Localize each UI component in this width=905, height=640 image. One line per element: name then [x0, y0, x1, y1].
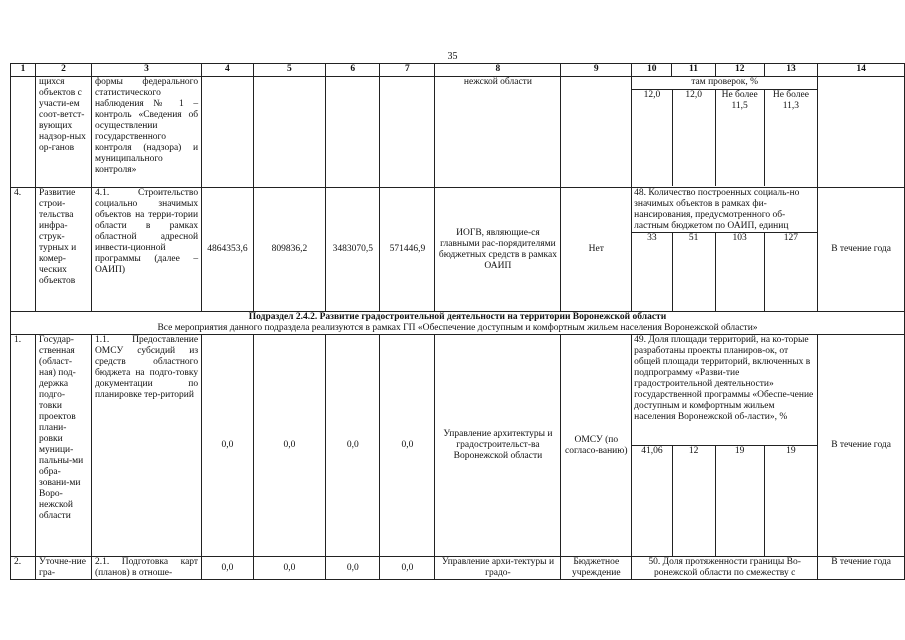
indicator-table	[632, 77, 817, 186]
funding-regional	[326, 77, 380, 188]
indicator-value: 127	[764, 233, 817, 312]
page-number: 35	[447, 51, 458, 62]
col-header: 8	[435, 64, 561, 77]
indicator-title: 50. Доля протяженности границы Во-ронежской области по смежеству с	[632, 557, 818, 580]
indicator-value: 19	[764, 446, 817, 557]
participant: ОМСУ (по согласо-ванию)	[561, 335, 632, 557]
funding-regional: 0,0	[326, 557, 380, 580]
col-header: 12	[715, 64, 764, 77]
indicator-title: там проверок, %	[691, 77, 759, 87]
table-row	[11, 188, 905, 312]
responsible-org: ИОГВ, являющие-ся главными рас-порядителями бюджетных средств в рамках ОАИП	[435, 188, 561, 312]
col-header: 2	[36, 64, 92, 77]
table-row	[11, 77, 905, 188]
indicator-value: 12,0	[632, 90, 672, 187]
indicator-value: Не более 11,5	[715, 90, 764, 187]
deadline: В течение года	[818, 557, 905, 580]
col-header: 9	[561, 64, 632, 77]
indicator-table	[632, 335, 817, 556]
funding-local: 0,0	[380, 557, 435, 580]
funding-local: 571446,9	[380, 188, 435, 312]
participant	[561, 77, 632, 188]
indicator-table	[632, 188, 817, 311]
col-header: 6	[326, 64, 380, 77]
indicator-value: 12,0	[672, 90, 715, 187]
col-header: 14	[818, 64, 905, 77]
funding-total: 0,0	[202, 335, 254, 557]
indicator-value: 19	[715, 446, 764, 557]
indicator-value: 12	[672, 446, 715, 557]
participant: Нет	[561, 188, 632, 312]
indicator-title: 49. Доля площади территорий, на ко-торые разработаны проекты планиров-ок, от общей площади территорий, включенных в подпрограмму «Разви-тие градостроительной деятельности» государственной программы «Обеспе-чение доступным и комфортным жильем населения Воронежской об-ласти», %	[634, 335, 814, 422]
indicator-value: 41,06	[632, 446, 672, 557]
funding-federal: 0,0	[253, 557, 325, 580]
deadline: В течение года	[818, 335, 905, 557]
funding-regional: 0,0	[326, 335, 380, 557]
task-name: Государ-ственная (област-ная) под-держка подго-товки проектов плани-ровки муници-пальны-ми обра-зовани-ми Воро-нежской области	[36, 335, 92, 557]
indicator-value: 33	[632, 233, 672, 312]
subsection-row	[11, 312, 905, 335]
indicator-value: Не более 11,3	[764, 90, 817, 187]
funding-total: 0,0	[202, 557, 254, 580]
participant: Бюджетное учреждение	[561, 557, 632, 580]
activity-text: 4.1. Строительство социально значимых объектов на терри-тории области в рамках областной адресной инвести-ционной программы (далее – ОАИП)	[91, 188, 201, 312]
col-header: 7	[380, 64, 435, 77]
indicator-value: 103	[715, 233, 764, 312]
funding-local	[380, 77, 435, 188]
funding-federal: 0,0	[253, 335, 325, 557]
responsible-org: Управление архитектуры и градостроительст-ва Воронежской области	[435, 335, 561, 557]
activity-text: 2.1. Подготовка карт (планов) в отноше-	[91, 557, 201, 580]
col-header: 5	[253, 64, 325, 77]
responsible-org: нежской области	[435, 77, 561, 188]
row-number: 2.	[11, 557, 36, 580]
indicator-title: 48. Количество построенных социаль-но значимых объектов в рамках фи-нансирования, предусмотренного об-ластным бюджетом по ОАИП, единиц	[634, 188, 800, 231]
activity-text: формы федерального статистического наблюдения № 1 – контроль «Сведения об осуществлении государственного контроля (надзора) и муниципального контроля»	[91, 77, 201, 188]
indicator-value: 51	[672, 233, 715, 312]
indicator-cell	[632, 335, 818, 557]
col-header: 13	[764, 64, 817, 77]
subsection-title: Подраздел 2.4.2. Развитие градостроительной деятельности на территории Воронежской области	[248, 312, 667, 322]
subsection-note: Все мероприятия данного подраздела реализуются в рамках ГП «Обеспечение доступным и комфортным жильем населения Воронежской области»	[157, 323, 758, 333]
col-header: 1	[11, 64, 36, 77]
indicator-cell	[632, 188, 818, 312]
table-row	[11, 557, 905, 580]
table-row	[11, 335, 905, 557]
responsible-org: Управление архи-тектуры и градо-	[435, 557, 561, 580]
funding-total	[202, 77, 254, 188]
funding-regional: 3483070,5	[326, 188, 380, 312]
funding-total: 4864353,6	[202, 188, 254, 312]
deadline: В течение года	[818, 188, 905, 312]
col-header: 10	[632, 64, 672, 77]
funding-local: 0,0	[380, 335, 435, 557]
activity-text: 1.1. Предоставление ОМСУ субсидий из средств областного бюджета на подго-товку документации по планировке тер-риторий	[91, 335, 201, 557]
column-header-row	[11, 64, 905, 77]
row-number: 1.	[11, 335, 36, 557]
task-name: щихся объектов с участи-ем соот-ветст-вующих надзор-ных ор-ганов	[36, 77, 92, 188]
task-name: Уточне-ние гра-	[36, 557, 92, 580]
funding-federal: 809836,2	[253, 188, 325, 312]
indicator-cell	[632, 77, 818, 188]
deadline	[818, 77, 905, 188]
col-header: 11	[672, 64, 715, 77]
col-header: 3	[91, 64, 201, 77]
funding-federal	[253, 77, 325, 188]
program-table	[10, 63, 905, 580]
row-number	[11, 77, 36, 188]
row-number: 4.	[11, 188, 36, 312]
task-name: Развитие строи-тельства инфра-струк-турных и комер-ческих объектов	[36, 188, 92, 312]
subsection-cell	[11, 312, 905, 335]
col-header: 4	[202, 64, 254, 77]
